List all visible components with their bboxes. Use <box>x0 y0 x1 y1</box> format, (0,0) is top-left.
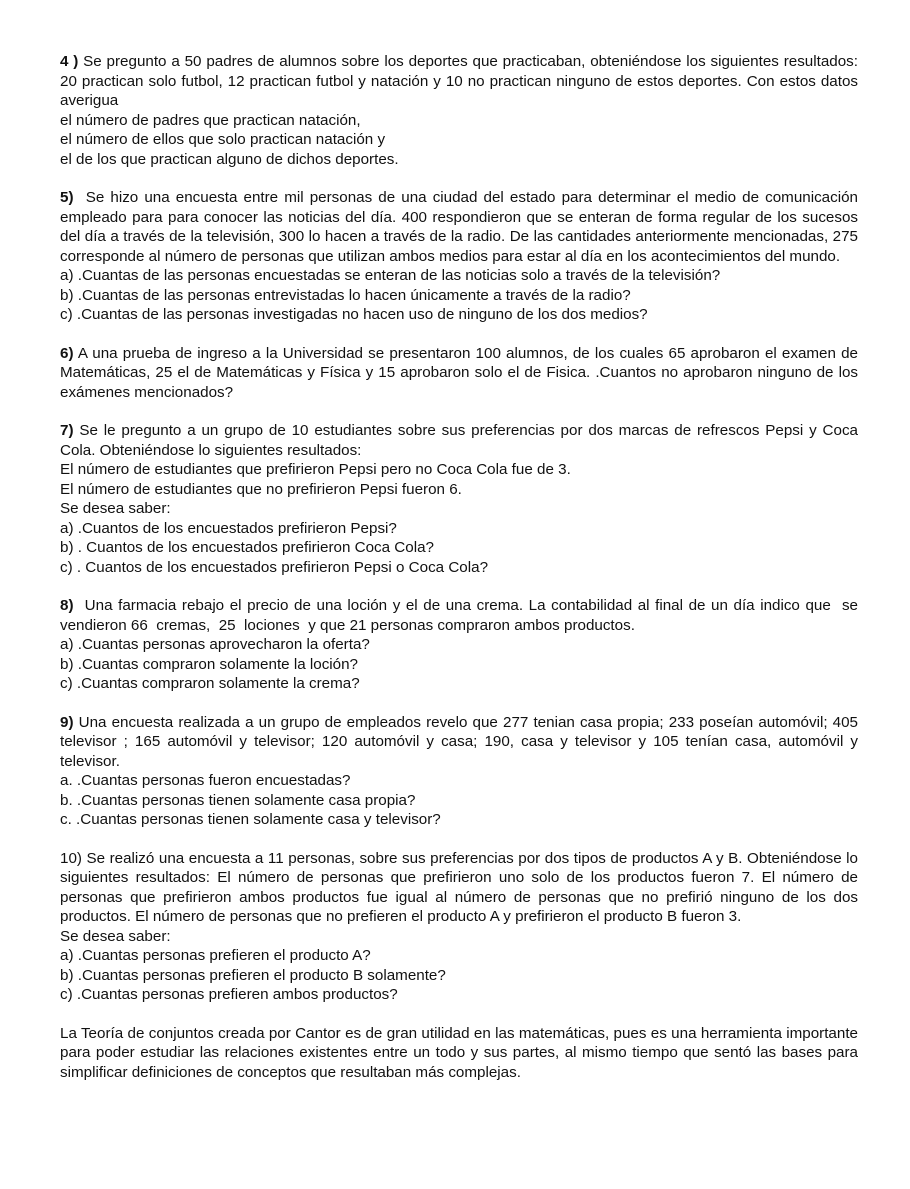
problem-text: Se le pregunto a un grupo de 10 estudiantes sobre sus preferencias por dos marcas de refrescos Pepsi y Coca Cola. Obteniéndose lo siguientes resultados: <box>60 422 863 459</box>
problem-statement <box>60 344 863 403</box>
problem-statement <box>60 188 863 266</box>
problem-block <box>60 188 863 325</box>
problem-statement <box>60 713 863 772</box>
problem-line: c. .Cuantas personas tienen solamente casa y televisor? <box>60 811 441 828</box>
problem-list <box>60 52 863 1005</box>
problem-block <box>60 596 863 694</box>
problem-text: Se hizo una encuesta entre mil personas de una ciudad del estado para determinar el medio de comunicación empleado para para conocer las noticias del día. 400 respondieron que se enteran de forma regular de los sucesos del día a través de la televisión, 300 lo hacen a través de la radio. De las cantidades anteriormente mencionadas, 275 corresponde al número de personas que utilizan ambos medios para estar al día en los acontecimientos del mundo. <box>60 189 863 265</box>
problem-line: el número de ellos que solo practican natación y <box>60 131 386 148</box>
problem-line: a) .Cuantos de los encuestados prefirieron Pepsi? <box>60 519 397 537</box>
problem-line: b) .Cuantas de las personas entrevistadas lo hacen únicamente a través de la radio? <box>60 286 631 304</box>
problem-line: c) .Cuantas compraron solamente la crema? <box>60 675 360 692</box>
problem-block <box>60 52 863 169</box>
problem-line: b. .Cuantas personas tienen solamente casa propia? <box>60 791 416 809</box>
problem-line: el de los que practican alguno de dichos deportes. <box>60 150 399 168</box>
problem-block <box>60 849 863 1005</box>
problem-number: 7) <box>60 422 74 439</box>
problem-number: 4 ) <box>60 53 79 70</box>
problem-number: 8) <box>60 597 74 614</box>
problem-block <box>60 344 863 403</box>
problem-line: a) .Cuantas personas aprovecharon la oferta? <box>60 636 370 653</box>
problem-number: 10) <box>60 849 82 867</box>
problem-line: el número de padres que practican natación, <box>60 111 361 129</box>
problem-line: b) . Cuantos de los encuestados prefirieron Coca Cola? <box>60 539 434 556</box>
problem-statement <box>60 421 863 460</box>
problem-text: Se pregunto a 50 padres de alumnos sobre los deportes que practicaban, obteniéndose los siguientes resultados: 20 practican solo futbol, 12 practican futbol y natación y 10 no practican ninguno de estos deportes. Con estos datos averigua <box>60 53 863 109</box>
problem-line: b) .Cuantas compraron solamente la loción? <box>60 655 359 673</box>
problem-text: A una prueba de ingreso a la Universidad se presentaron 100 alumnos, de los cuales 65 aprobaron el examen de Matemáticas, 25 el de Matemáticas y Física y 15 aprobaron solo el de Fisica. .Cuantos no aprobaron ninguno de los exámenes mencionados? <box>60 344 863 401</box>
problem-line: El número de estudiantes que no prefirieron Pepsi fueron 6. <box>60 480 462 498</box>
problem-statement <box>60 849 863 927</box>
problem-text: Una farmacia rebajo el precio de una loción y el de una crema. La contabilidad al final de un día indico que se vendieron 66 cremas, 25 lociones y que 21 personas compraron ambos productos. <box>60 597 863 634</box>
problem-block <box>60 421 863 577</box>
problem-number: 5) <box>60 189 74 206</box>
problem-line: c) . Cuantos de los encuestados prefirieron Pepsi o Coca Cola? <box>60 558 489 576</box>
problem-line: El número de estudiantes que prefirieron Pepsi pero no Coca Cola fue de 3. <box>60 461 571 478</box>
problem-line: c) .Cuantas personas prefieren ambos productos? <box>60 986 398 1003</box>
problem-line: a. .Cuantas personas fueron encuestadas? <box>60 772 351 789</box>
problem-block <box>60 713 863 830</box>
problem-line: Se desea saber: <box>60 927 171 945</box>
problem-number: 6) <box>60 344 74 362</box>
problem-line: c) .Cuantas de las personas investigadas no hacen uso de ninguno de los dos medios? <box>60 306 648 323</box>
problem-line: a) .Cuantas de las personas encuestadas se enteran de las noticias solo a través de la televisión? <box>60 267 721 284</box>
closing-paragraph: La Teoría de conjuntos creada por Cantor es de gran utilidad en las matemáticas, pues es una herramienta importante para poder estudiar las relaciones existentes entre un todo y sus partes, al mismo tiempo que sentó las bases para simplificar definiciones de conceptos que resultaban más complejas. <box>60 1024 858 1081</box>
problem-text: Se realizó una encuesta a 11 personas, sobre sus preferencias por dos tipos de productos A y B. Obteniéndose lo siguientes resultados: El número de personas que prefirieron uno solo de los productos fueron 7. El número de personas que prefirieron ambos productos fue igual al número de personas que no prefirió ninguno de los dos productos. El número de personas que no prefieren el producto A y prefirieron el producto B fueron 3. <box>60 849 863 925</box>
problem-statement <box>60 52 863 111</box>
problem-statement <box>60 596 863 635</box>
problem-line: Se desea saber: <box>60 500 171 517</box>
problem-number: 9) <box>60 713 74 731</box>
problem-line: a) .Cuantas personas prefieren el producto A? <box>60 947 371 964</box>
problem-text: Una encuesta realizada a un grupo de empleados revelo que 277 tenian casa propia; 233 poseían automóvil; 405 televisor ; 165 automóvil y televisor; 120 automóvil y casa; 190, casa y televisor y 105 tenían casa, automóvil y televisor. <box>60 713 863 770</box>
problem-line: b) .Cuantas personas prefieren el producto B solamente? <box>60 966 446 984</box>
